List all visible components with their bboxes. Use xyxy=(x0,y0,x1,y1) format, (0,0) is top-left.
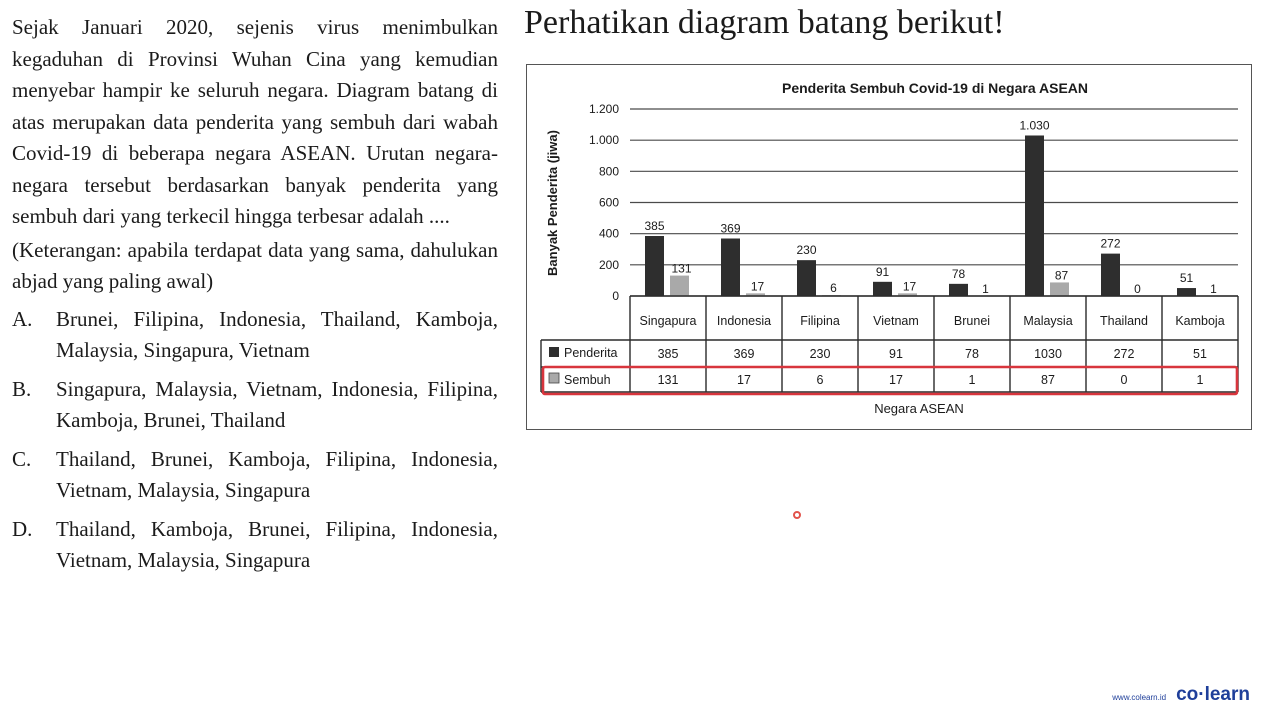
y-axis-label: Banyak Penderita (jiwa) xyxy=(545,130,560,276)
data-label-penderita: 51 xyxy=(1179,271,1194,286)
brand-logo: co·learn xyxy=(1176,684,1250,705)
x-tick-label: Brunei xyxy=(953,314,991,328)
table-cell-sembuh: 17 xyxy=(889,373,903,387)
table-cell-penderita: 369 xyxy=(733,347,755,361)
legend-label-sembuh: Sembuh xyxy=(564,373,611,387)
y-tick-label: 400 xyxy=(598,226,619,241)
bar-penderita xyxy=(721,238,740,296)
x-tick-label: Malaysia xyxy=(1023,314,1073,328)
y-tick-label: 0 xyxy=(612,289,619,303)
bar-penderita xyxy=(645,236,664,296)
bar-sembuh xyxy=(670,276,689,296)
x-tick-label: Thailand xyxy=(1100,314,1148,328)
data-label-penderita: 369 xyxy=(720,221,741,236)
data-label-sembuh: 131 xyxy=(671,261,692,276)
chart-title: Penderita Sembuh Covid-19 di Negara ASEAN xyxy=(782,80,1088,96)
option-1[interactable] xyxy=(12,304,498,366)
answer-options xyxy=(12,304,498,576)
legend-label-penderita: Penderita xyxy=(564,346,618,360)
data-label-sembuh: 17 xyxy=(902,279,917,294)
x-tick-label: Vietnam xyxy=(873,314,919,328)
option-text: Thailand, Brunei, Kamboja, Filipina, Indonesia, Vietnam, Malaysia, Singapura xyxy=(56,446,498,502)
data-label-sembuh: 87 xyxy=(1054,268,1069,283)
data-label-sembuh: 1 xyxy=(982,281,989,296)
page-heading: Perhatikan diagram batang berikut! xyxy=(524,4,1005,41)
data-label-sembuh: 1 xyxy=(1210,281,1217,296)
option-letter: A. xyxy=(12,306,33,331)
bar-penderita xyxy=(873,282,892,296)
table-cell-sembuh: 17 xyxy=(737,373,751,387)
brand xyxy=(1112,684,1250,706)
table-cell-sembuh: 87 xyxy=(1041,373,1055,387)
option-3[interactable] xyxy=(12,444,498,506)
data-label-penderita: 272 xyxy=(1100,236,1121,251)
y-tick-label: 200 xyxy=(598,257,619,272)
option-4[interactable] xyxy=(12,514,498,576)
chart-container xyxy=(526,64,1252,430)
y-tick-label: 1.200 xyxy=(588,102,619,116)
option-text: Thailand, Kamboja, Brunei, Filipina, Indonesia, Vietnam, Malaysia, Singapura xyxy=(56,516,498,572)
data-label-sembuh: 17 xyxy=(750,279,765,294)
bar-sembuh xyxy=(1050,282,1069,296)
table-cell-sembuh: 1 xyxy=(1196,373,1204,387)
table-cell-penderita: 230 xyxy=(809,347,831,361)
bar-penderita xyxy=(1101,254,1120,296)
y-tick-label: 1.000 xyxy=(588,133,619,148)
bar-chart xyxy=(527,65,1250,428)
option-letter: B. xyxy=(12,376,32,401)
y-tick-label: 600 xyxy=(598,195,619,210)
table-cell-penderita: 51 xyxy=(1193,347,1207,361)
table-cell-penderita: 1030 xyxy=(1034,347,1062,361)
table-cell-sembuh: 0 xyxy=(1120,373,1128,387)
data-label-penderita: 91 xyxy=(875,264,890,279)
data-label-penderita: 385 xyxy=(644,219,665,234)
option-text: Singapura, Malaysia, Vietnam, Indonesia, Filipina, Kamboja, Brunei, Thailand xyxy=(56,376,498,432)
bar-penderita xyxy=(797,260,816,296)
table-cell-penderita: 272 xyxy=(1113,347,1135,361)
option-letter: D. xyxy=(12,516,33,541)
data-label-sembuh: 6 xyxy=(830,281,837,296)
data-label-sembuh: 0 xyxy=(1134,282,1141,296)
question-paragraph: Sejak Januari 2020, sejenis virus menimbulkan kegaduhan di Provinsi Wuhan Cina yang kemudian menyebar hampir ke seluruh negara. Diagram batang di atas merupakan data penderita yang sembuh dari wabah Covid-19 di beberapa negara ASEAN. Urutan negara-negara tersebut berdasarkan banyak penderita yang sembuh dari yang terkecil hingga terbesar adalah .... xyxy=(12,15,498,228)
table-cell-penderita: 385 xyxy=(657,347,679,361)
table-cell-sembuh: 1 xyxy=(968,373,976,387)
legend-swatch-penderita xyxy=(549,347,559,357)
option-text: Brunei, Filipina, Indonesia, Thailand, Kamboja, Malaysia, Singapura, Vietnam xyxy=(56,306,498,362)
bar-penderita xyxy=(949,284,968,296)
table-cell-sembuh: 6 xyxy=(816,373,824,387)
y-tick-label: 800 xyxy=(598,164,619,179)
option-2[interactable] xyxy=(12,374,498,436)
question-panel xyxy=(12,12,498,584)
x-tick-label: Filipina xyxy=(800,314,840,328)
data-label-penderita: 1.030 xyxy=(1019,118,1050,133)
table-cell-sembuh: 131 xyxy=(657,373,679,387)
x-tick-label: Singapura xyxy=(639,314,697,328)
x-tick-label: Indonesia xyxy=(716,314,772,328)
option-letter: C. xyxy=(12,446,32,471)
table-cell-penderita: 78 xyxy=(965,347,979,361)
cursor-marker xyxy=(793,511,801,519)
legend-swatch-sembuh xyxy=(549,373,559,383)
x-axis-label: Negara ASEAN xyxy=(874,401,964,416)
question-note: (Keterangan: apabila terdapat data yang sama, dahulukan abjad yang paling awal) xyxy=(12,237,498,293)
data-label-penderita: 78 xyxy=(951,266,966,281)
bar-penderita xyxy=(1177,288,1196,296)
brand-url: www.colearn.id xyxy=(1112,693,1167,702)
data-label-penderita: 230 xyxy=(796,243,817,258)
x-tick-label: Kamboja xyxy=(1175,314,1225,328)
bar-penderita xyxy=(1025,135,1044,296)
table-cell-penderita: 91 xyxy=(889,347,903,361)
